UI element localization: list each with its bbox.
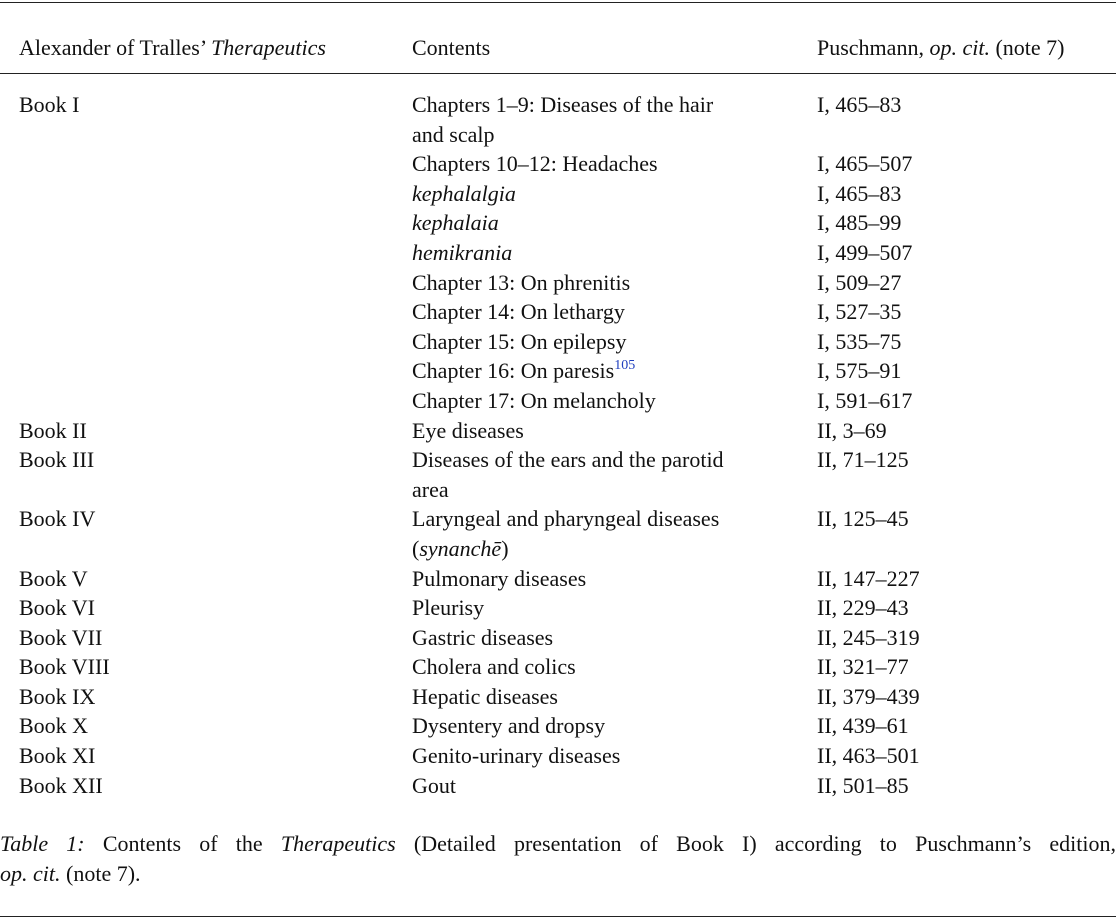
- table-row: [19, 445, 1109, 504]
- table-caption: [0, 829, 1116, 889]
- table-row: [19, 356, 1109, 386]
- contents-cell: [412, 356, 817, 386]
- contents-line: hemikrania: [412, 239, 513, 265]
- contents-cell: [412, 327, 817, 357]
- table-row: [19, 771, 1109, 801]
- puschmann-ref-cell: II, 229–43: [817, 595, 909, 621]
- bottom-rule: [0, 916, 1116, 917]
- book-cell: Book I: [19, 92, 80, 117]
- table-row: [19, 90, 1109, 149]
- contents-line: Chapters 10–12: Headaches: [412, 151, 658, 177]
- table-row: [19, 238, 1109, 268]
- book-cell: [19, 268, 412, 298]
- book-cell: Book VIII: [19, 654, 110, 680]
- contents-cell: [412, 208, 817, 238]
- puschmann-ref-cell: I, 465–83: [817, 92, 902, 117]
- contents-line: Genito-urinary diseases: [412, 743, 621, 769]
- book-cell: [19, 238, 412, 268]
- header-col-puschmann: Puschmann, op. cit. (note 7): [817, 35, 1065, 60]
- contents-line: Chapters 1–9: Diseases of the hair: [412, 92, 714, 117]
- book-cell: Book X: [19, 713, 89, 739]
- contents-cell: [412, 711, 817, 741]
- contents-line: Chapter 13: On phrenitis: [412, 269, 631, 295]
- contents-line: Diseases of the ears and the parotid: [412, 447, 724, 473]
- contents-line: Cholera and colics: [412, 654, 576, 680]
- puschmann-ref-cell: II, 501–85: [817, 772, 909, 798]
- contents-line: Gout: [412, 772, 456, 798]
- caption-label: Table 1:: [0, 831, 85, 856]
- table-row: [19, 179, 1109, 209]
- contents-line: Eye diseases: [412, 417, 524, 443]
- table-row: [19, 593, 1109, 623]
- contents-line: Dysentery and dropsy: [412, 713, 606, 739]
- puschmann-ref-cell: II, 125–45: [817, 506, 909, 532]
- header-col-contents: Contents: [412, 35, 491, 60]
- contents-line: Hepatic diseases: [412, 683, 558, 709]
- caption-line-1: Table 1: Contents of the Therapeutics (Detailed presentation of Book I) according to Puschmann’s edition,: [0, 831, 1116, 856]
- puschmann-ref-cell: II, 379–439: [817, 683, 920, 709]
- contents-cell: [412, 416, 817, 446]
- contents-cell: [412, 445, 817, 504]
- book-cell: Book XII: [19, 772, 103, 798]
- contents-cell: [412, 593, 817, 623]
- contents-line: Chapter 15: On epilepsy: [412, 328, 627, 354]
- table-body: [19, 90, 1109, 800]
- puschmann-ref-cell: II, 245–319: [817, 624, 920, 650]
- contents-cell: [412, 268, 817, 298]
- table-row: [19, 682, 1109, 712]
- contents-cell: [412, 741, 817, 771]
- contents-cell: [412, 297, 817, 327]
- table-row: [19, 416, 1109, 446]
- contents-line: Laryngeal and pharyngeal diseases: [412, 506, 720, 532]
- book-cell: [19, 149, 412, 179]
- contents-table: [19, 33, 1109, 798]
- contents-line: Chapter 16: On paresis$^{105}$: [412, 358, 636, 384]
- contents-line: Pulmonary diseases: [412, 565, 587, 591]
- top-rule: [0, 2, 1116, 3]
- book-cell: [19, 327, 412, 357]
- puschmann-ref-cell: II, 463–501: [817, 743, 920, 769]
- table-row: [19, 297, 1109, 327]
- book-cell: [19, 297, 412, 327]
- contents-line: area: [412, 476, 449, 502]
- table-row: [19, 564, 1109, 594]
- book-cell: Book IX: [19, 683, 96, 709]
- book-cell: Book V: [19, 565, 88, 591]
- contents-cell: [412, 652, 817, 682]
- table-row: [19, 652, 1109, 682]
- table-row: [19, 149, 1109, 179]
- table-row: [19, 741, 1109, 771]
- table-row: [19, 623, 1109, 653]
- contents-line: kephalaia: [412, 210, 499, 236]
- contents-cell: [412, 623, 817, 653]
- puschmann-ref-cell: I, 465–507: [817, 151, 913, 177]
- puschmann-ref-cell: I, 527–35: [817, 299, 902, 325]
- table-row: [19, 711, 1109, 741]
- puschmann-ref-cell: I, 535–75: [817, 328, 902, 354]
- contents-line: Gastric diseases: [412, 624, 554, 650]
- book-cell: [19, 208, 412, 238]
- contents-line: Chapter 14: On lethargy: [412, 299, 625, 325]
- puschmann-ref-cell: II, 439–61: [817, 713, 909, 739]
- puschmann-ref-cell: I, 465–83: [817, 180, 902, 206]
- puschmann-ref-cell: I, 575–91: [817, 358, 902, 384]
- contents-cell: [412, 179, 817, 209]
- contents-cell: [412, 238, 817, 268]
- book-cell: Book VII: [19, 624, 103, 650]
- contents-line: and scalp: [412, 121, 495, 147]
- contents-line: Pleurisy: [412, 595, 485, 621]
- puschmann-ref-cell: I, 499–507: [817, 239, 913, 265]
- book-cell: Book VI: [19, 595, 95, 621]
- puschmann-ref-cell: II, 321–77: [817, 654, 909, 680]
- puschmann-ref-cell: I, 591–617: [817, 387, 913, 413]
- puschmann-ref-cell: I, 485–99: [817, 210, 902, 236]
- table-header: [19, 33, 1109, 63]
- book-cell: Book III: [19, 447, 95, 473]
- contents-cell: [412, 771, 817, 801]
- header-rule: [0, 73, 1116, 74]
- puschmann-ref-cell: I, 509–27: [817, 269, 902, 295]
- book-cell: Book XI: [19, 743, 96, 769]
- table-row: [19, 327, 1109, 357]
- book-cell: [19, 356, 412, 386]
- table-row: [19, 504, 1109, 563]
- book-cell: Book IV: [19, 506, 96, 532]
- contents-cell: [412, 90, 817, 149]
- header-col-work: Alexander of Tralles’ Therapeutics: [19, 35, 326, 60]
- table-row: [19, 268, 1109, 298]
- contents-cell: [412, 564, 817, 594]
- book-cell: [19, 179, 412, 209]
- contents-cell: [412, 149, 817, 179]
- book-cell: Book II: [19, 417, 87, 443]
- contents-line: (synanchē): [412, 535, 509, 561]
- puschmann-ref-cell: II, 3–69: [817, 417, 887, 443]
- table-row: [19, 386, 1109, 416]
- contents-line: Chapter 17: On melancholy: [412, 387, 656, 413]
- puschmann-ref-cell: II, 147–227: [817, 565, 920, 591]
- contents-cell: [412, 504, 817, 563]
- table-row: [19, 208, 1109, 238]
- contents-cell: [412, 386, 817, 416]
- book-cell: [19, 386, 412, 416]
- contents-line: kephalalgia: [412, 180, 516, 206]
- contents-cell: [412, 682, 817, 712]
- caption-line-2: op. cit. (note 7).: [0, 861, 141, 886]
- puschmann-ref-cell: II, 71–125: [817, 447, 909, 473]
- footnote-link[interactable]: 105: [614, 358, 636, 374]
